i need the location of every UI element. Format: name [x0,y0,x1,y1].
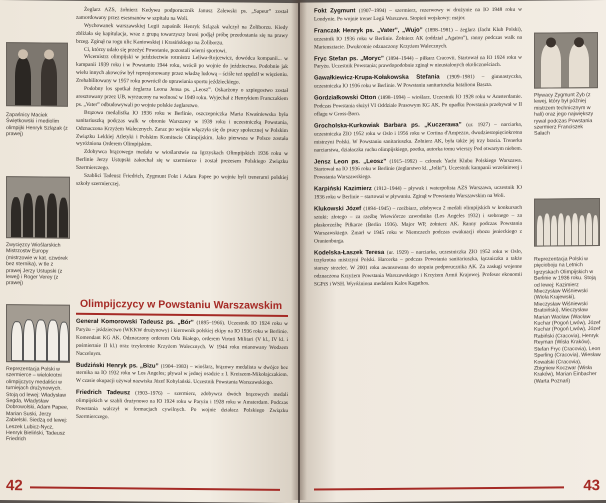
entry-years: (1903–1976) [135,390,168,398]
entry-name: Gordziałkowski Otton [314,95,379,102]
entry [314,94,522,120]
section-title: Olimpijczycy w Powstaniu Warszawskim [80,297,283,312]
photo-rowers [6,176,70,239]
entry-name: Kodelska-Łaszek Teresa [314,249,387,257]
paragraph: Szablici Tadeusz Friedrich, Zygmunt Fokt i Adam Papee po wojnie byli trenerami polskiej szkoły szermierczej. [76,172,288,188]
caption-football-team: Reprezentacja Polski w pięcioboju na Letnich Igrzyskach Olimpijskich w Berlinie w 1936 roku. Stoją od lewej: Kazimierz Mieczysław Wiśniewski (Wiola Krajewski), Mieczysław Wiśniewski Bratoiński), Mieczysław Marian Wacław (Wacław Kuchar (Pogoń Lwów), Józef Kuchar (Pogoń Lwów), Józef Rabiński (Cracovia), Henryk Reyman (Wisła Kraków), Stefan Fryc (Cracovia), Leon Sperling (Cracovia), Wiesław Kowalski (Cracovia), Zbigniew Koczwar (Wisła Kraków), Marian Einbacher (Warta Poznań) [534,256,601,385]
left-intro-text [76,7,288,191]
right-entries [314,7,522,294]
entry-years: (1909–1981) [447,74,482,81]
entry [314,27,522,53]
entry [314,74,522,92]
entry-name: Franczak Henryk ps. „Vater”, „Wujo” [314,27,426,35]
entry-years: (ur. 1927) [466,121,495,129]
caption-fencers: Reprezentacja Polski w szermierce – wielokrotni olimpijczycy medaliści w turniejach drużynowych. Stoją od lewej: Władysław Segda, Władysław Dobrowolski, Adam Papee, Marian Suski, Jerzy Zabielski. Siedzą od lewej: Leszek Lubicz-Nycz, Henryk Bieliński, Tadeusz Friedrich [6,366,69,443]
left-entries [76,319,288,428]
photo-football-team [534,198,600,247]
caption-rowers: Zwycięzcy Wioślarskich Mistrzostw Europy (mistrzowie w kat. czwórek bez sternika), w tle z prawej Jerzy Ustupski (z lewej) i Roger Verey (z prawej) [6,242,68,287]
paragraph: Wychowanek warszawskiej Legii zapaśnik Henryk Szlązak walczył na Żoliborzu. Kiedy zbliżała się kapitulacja, wraz z grupą towarzyszy broni podjął próbę przedostania się na prawy brzeg. Zginął na rogu ulic Kaniowskiej i Krasińskiego na Żoliborzu. [76,22,288,46]
entry-name: Jensz Leon ps. „Leosz” [314,158,390,166]
book-gutter [291,0,307,500]
entry-text: – piłkarz Cracovii. Startował na IO 1924 roku w Paryżu. Uczestnik Powstania; prawdopodobnie zginął w nieustalonych okolicznościach. [314,54,522,70]
section-divider [76,313,288,317]
right-page [300,0,606,503]
entry-years: (1894–1944) [386,55,416,62]
page-number-right: 43 [583,477,600,495]
entry-name: Karpiński Kazimierz [314,186,375,193]
entry-text: Uczestnik IO 1924 roku w Paryżu – jeździectwo (WKKW drużynowy) i kierownik polskiej ekipy na IO 1936 roku w Berlinie. Komendant KG AK. Odznaczony orderem Orła Białego, orderem Virtuti Militari (V kl., IV kl. i pośmiertnie II kl.) oraz trzykrotnie Krzyżem Walecznych. W 1944 roku mianowany Wodzem Naczelnym. [76,320,289,357]
paragraph: Zdobywca brązowego medalu w wioślarstwie na Igrzyskach Olimpijskich 1936 roku w Berlinie Jerzy Ustupski zakochał się w szermierce i został prezesem Polskiego Związku Szermierczego. [76,149,288,172]
paragraph: Żeglarz AZS, żołnierz Kedywu podporucznik Janusz Zalewski ps. „Sapeur” został zamordowany przez esesmanów w szpitalu na Woli. [76,6,288,22]
entry [314,205,522,246]
paragraph: Brązowa medalistka IO 1936 roku w Berlinie, oszczepniczka Maria Kwaśniewska była sanitariuszką podczas walk w obronie Warszawy w 1939 roku i uczestniczką Powstania, Odznaczona Krzyżem Walecznych. Zaraz po wojnie włączyła się do pracy społecznej w Polskim Związku Lekkiej Atletyki i Polskim Komitecie Olimpijskim. Jako pierwsza w Polsce została wyróżniona Orderem Olimpijskim. [76,109,288,148]
entry-text: – wioślarz, brązowy medalista w dwójce bez sternika na IO 1932 roku w Los Angeles; pływał w jednej osadzie z I. Kreiszem-Mikołajczakiem. W czasie okupacji używał nazwiska Józef Kobylański. Uczestnik Powstania Warszawskiego. [76,363,288,387]
entry-years: (1895–1966). [196,320,228,327]
page-number-left: 42 [6,477,23,495]
entry-text: – pływak i waterpolista AZS Warszawa, uczestnik IO 1936 roku w Berlinie – startował w pływaniu. Zginął w Powstaniu Warszawskim na Woli. [314,184,522,201]
entry-text: – gimnastyczka, uczestniczka IO 1936 roku w Berlinie. W Powstaniu sanitariuszka batalionu Baszta. [314,74,522,90]
entry-name: Klukowski Józef [314,206,364,213]
entry-name: Gawałkiewicz-Krupa-Kołakowska Stefania [314,74,448,82]
entry-text: – żeglarz (Jacht Klub Polski), uczestnik IO 1936 roku w Berlinie. Żołnierz AK (oddział „Agaton”), ranny podczas walk na Mariensztacie. Dwukrotnie odznaczony Krzyżem Walecznych. [314,26,522,51]
entry [76,390,288,424]
paragraph: Wicemistrz olimpijski w jeździectwie rotmistrz Leliwa-Rojcewicz, dowódca kompanii... w kampanii 1939 roku i w Powstaniu 1944 roku, wrócił po wojnie do jeździectwa. Podobnie jak wielu innych akowców był represjonowany przez władzę ludową – ściśle też spędził w więzieniu. Zrehabilitowany w 1957 roku powrócił do uprawiania sportu jeździeckiego. [76,54,288,86]
paragraph: Podobny los spotkał żeglarza Leona Jensa ps. „Leosz”. Oskarżony o szpiegostwo został aresztowany przez UB, wyrzucony na wolnosć w 1949 roku. Wyjechał z Henrykiem Franczakiem ps. „Vater” odbudowywali po wojnie polskie żeglarstwo. [76,85,288,109]
entry [76,319,288,361]
footer-rule [30,486,280,491]
entry-years: (1898–1981) [425,27,456,34]
entry-years: (1912–1944) [374,185,404,193]
entry [314,185,522,203]
entry-name: Grocholska-Kurkowiak Barbara ps. „Kuczerawa” [314,122,467,130]
entry-years: (1898–1994) [378,94,408,102]
entry-years: (1915–1992) [389,158,420,165]
photo-fencers [6,304,70,363]
entry-text: – rzeźbiarz, zdobywca 2 medali olimpijskich w konkursach sztuki: złotego – za rzeźbę Wiewiórcze zawodnika (Los Angeles 1932) i srebrnego – za płaskorzeźbę Piłkarze (Berlin 1936). Major WP, żołnierz AK. Ranny podczas Powstania Warszawskiego. Zmarł w 1945 roku w Niemczech podczas ewakuacji obozu jenieckiego z Oranienburga. [314,204,522,245]
entry [314,54,522,72]
entry-text: – szermierz, rezerwowy w drużynie na IO 1948 roku w Londynie. Po wojnie trener Legii Warszawa. Stopień wojskowy: major. [314,6,522,23]
paragraph: Ci, którzy udało się przeżyć Powstanie, pozostali wierni sportowi. [84,46,227,54]
entry [314,122,522,155]
entry-name: Friedrich Tadeusz [76,390,136,397]
entry [76,362,288,388]
entry-text: – narciarka, uczestniczka ZIO 1952 roku w Oslo, trzykrotna mistrzyni Polski. Harcerka – podczas Powstania sanitariuszka, łączniczka a także starszy strzelec. W 2001 roku awansowana do stopnia podporucznika AK. Za zasługi wojenne odznaczona Krzyżem Powstania Warszawskiego i Krzyżem Armii Krajowej. Profesor ekonomii SGPiS i WSH. Wyróżniona medalem Kalos Kagathos. [314,248,522,288]
caption-wrestlers: Zapaśnicy Maciek Świętkowski i mediolim olimpijki Henryk Szlązak (z prawej) [6,112,68,138]
entry [314,157,522,183]
footer-rule [314,486,564,490]
entry-name: Fokt Zygmunt [314,8,359,15]
entry-text: – szermierz, zdobywca dwóch brązowych medali olimpijskich w szabli drużynowo na IO 1924 roku w Paryżu i 1928 roku w Amsterdam. Podczas Powstania walczył w formacjach cywilnych. Po wojnie działacz Polskiego Związku Szermierczego. [76,391,288,421]
caption-swimmers: Pływacy Zygmunt Zyb (z lewej, który był później mistrzem technicznym w hali) oraz jego największy rywal podczas Powstania szermierz Franciszek Sałach [534,92,594,138]
left-page [0,0,298,503]
photo-swimmers [534,32,598,89]
entry [314,248,522,289]
entry-years: (ur. 1929) [386,249,411,256]
entry-years: (1904–1983) [160,363,190,370]
photo-wrestlers [6,42,68,107]
entry [314,7,522,25]
entry-name: Generał Komorowski Tadeusz ps. „Bór” [76,318,197,327]
entry-text: – członek Yacht Klubu Polskiego Warszawa. Startował na IO 1936 roku w Berlinie (żeglarstwo kl. „Jolki”). Uczestnik kampanii wrześniowej i Powstania Warszawskiego. [314,157,522,181]
entry-years: (1894–1945) [363,205,393,213]
entry-years: (1907–1994) [358,7,390,15]
entry-name: Fryc Stefan ps. „Moryc” [314,55,387,63]
entry-text: – narciarka, uczestniczka ZIO 1952 roku w Oslo i 1956 roku w Cortina d'Ampezzo, dwudziestopięciokrotna mistrzyni Polski. W Powstaniu sanitariuszka. Żołnierz AK, była także jej trzy bracia. Trenerka narciarstwa, działaczka ruchu olimpijskiego, poetka, autorka tomu wierszy Pod otwartym niebem. [314,121,523,154]
entry-text: – wioślarz. Uczestnik IO 1928 roku w Amsterdamie. Podczas Powstania służył VI Oddziale Prasowym KG AK. Po upadku Powstania przebywał w II oflagu w Gross-Born. [314,93,522,118]
entry-name: Budziński Henryk ps. „Bizu” [76,362,161,370]
